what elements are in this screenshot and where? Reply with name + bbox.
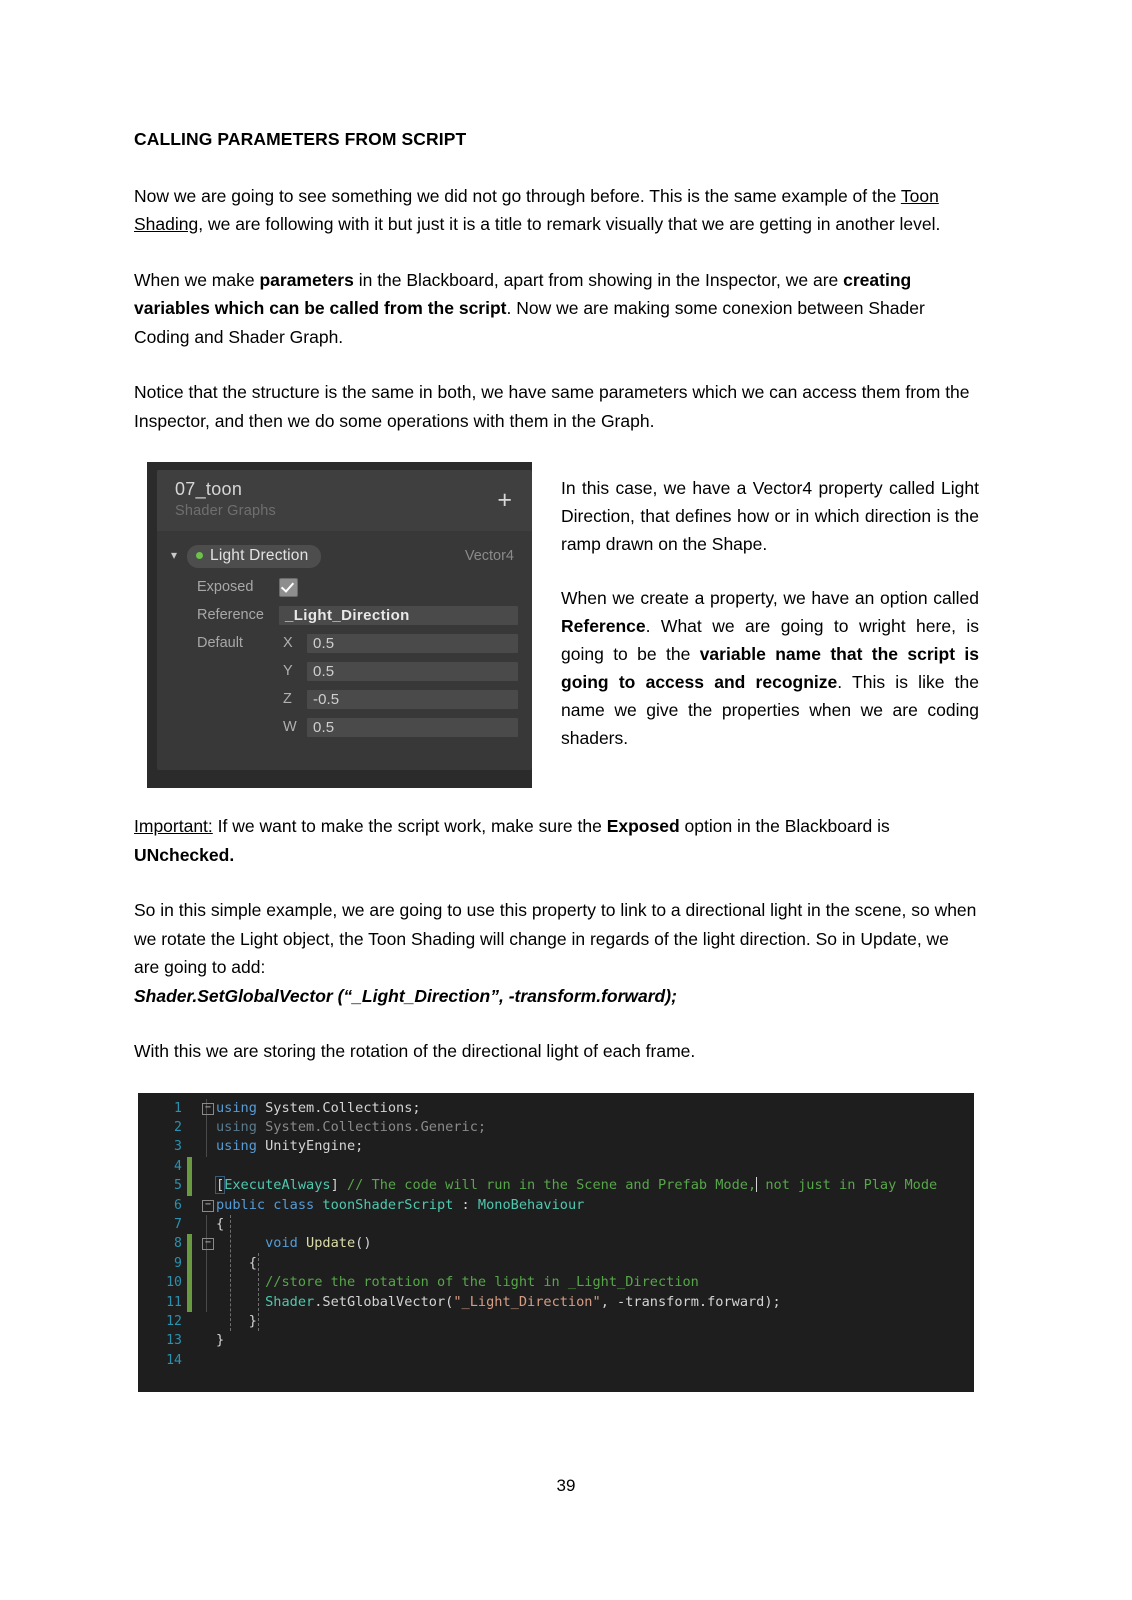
code-line-8[interactable] xyxy=(138,1234,974,1253)
side-paragraph-2-bold1: Reference xyxy=(561,616,646,637)
code-line-9[interactable] xyxy=(138,1254,974,1273)
property-type: Vector4 xyxy=(464,548,514,565)
change-bar xyxy=(187,1312,192,1331)
figure-blackboard-row xyxy=(134,462,979,788)
side-paragraph-2-bold2: variable name that the script is going to access and recognize xyxy=(561,644,980,693)
add-property-button[interactable]: + xyxy=(497,486,512,515)
paragraph-important xyxy=(134,812,979,869)
default-w-input[interactable]: 0.5 xyxy=(307,718,518,737)
code-text: } xyxy=(216,1332,225,1349)
code-text: { xyxy=(216,1215,225,1232)
line-number: 2 xyxy=(174,1120,182,1136)
code-text: using System.Collections.Generic; xyxy=(216,1119,487,1136)
code-text: //store the rotation of the light in _Light_Direction xyxy=(265,1274,699,1291)
paragraph-important-bold2: UNchecked. xyxy=(134,844,235,865)
default-y-row xyxy=(157,657,532,685)
line-number: 1 xyxy=(174,1100,182,1116)
code-line-14[interactable] xyxy=(138,1351,974,1370)
toon-shading-link[interactable]: Toon Shading xyxy=(134,185,939,235)
exposed-checkbox[interactable] xyxy=(279,578,298,597)
paragraph-intro-part1: Now we are going to see something we did not go through before. This is the same example of the xyxy=(134,185,901,206)
line-number: 13 xyxy=(166,1333,182,1349)
code-line-7[interactable] xyxy=(138,1215,974,1234)
line-number: 12 xyxy=(166,1313,182,1329)
axis-label-z: Z xyxy=(283,691,292,708)
reference-row xyxy=(157,601,532,629)
code-line-12[interactable] xyxy=(138,1312,974,1331)
paragraph-storing: With this we are storing the rotation of the directional light of each frame. xyxy=(134,1041,696,1062)
paragraph-parameters-bold2: creating variables which can be called from the script xyxy=(134,269,912,319)
code-text: void Update() xyxy=(265,1235,372,1252)
side-paragraph-2-part1: When we create a property, we have an option called xyxy=(561,588,979,609)
default-z-input[interactable]: -0.5 xyxy=(307,690,518,709)
line-number: 6 xyxy=(174,1197,182,1213)
fold-toggle-icon[interactable]: − xyxy=(200,1099,216,1118)
blackboard-title: 07_toon xyxy=(175,479,243,500)
reference-input[interactable]: _Light_Direction xyxy=(279,606,518,625)
line-number: 11 xyxy=(166,1294,182,1310)
paragraph-important-part1: If we want to make the script work, make sure the xyxy=(212,816,607,837)
blackboard-body xyxy=(157,531,532,741)
paragraph-parameters-bold1: parameters xyxy=(259,269,354,290)
change-bar xyxy=(187,1254,192,1273)
line-number: 8 xyxy=(174,1236,182,1252)
default-x-input[interactable]: 0.5 xyxy=(307,634,518,653)
code-text: Shader.SetGlobalVector("_Light_Direction", -transform.forward); xyxy=(265,1293,781,1310)
code-line-4[interactable] xyxy=(138,1157,974,1176)
code-text: using UnityEngine; xyxy=(216,1138,364,1155)
side-paragraph-1: In this case, we have a Vector4 property called Light Direction, that defines how or in which direction is the ramp drawn on the Shape. xyxy=(561,478,979,555)
property-name: Light Drection xyxy=(210,546,309,564)
fold-toggle-icon[interactable]: − xyxy=(200,1196,216,1215)
line-number: 5 xyxy=(174,1178,182,1194)
code-text: using System.Collections; xyxy=(216,1099,421,1116)
change-bar xyxy=(187,1293,192,1312)
code-editor-screenshot xyxy=(138,1093,974,1392)
code-line-13[interactable] xyxy=(138,1331,974,1350)
default-z-row xyxy=(157,685,532,713)
line-number: 9 xyxy=(174,1255,182,1271)
change-bar xyxy=(187,1196,192,1215)
code-line-5[interactable] xyxy=(138,1176,974,1195)
change-bar xyxy=(187,1273,192,1292)
blackboard-panel xyxy=(157,470,532,770)
code-text: { xyxy=(216,1254,257,1271)
code-line-6[interactable] xyxy=(138,1196,974,1215)
code-line-2[interactable] xyxy=(138,1118,974,1137)
paragraph-intro xyxy=(134,182,979,239)
code-text: } xyxy=(216,1312,257,1329)
axis-label-w: W xyxy=(283,719,297,736)
default-y-input[interactable]: 0.5 xyxy=(307,662,518,681)
axis-label-x: X xyxy=(283,635,293,652)
side-paragraph-2-part2: . What we are going to wright here, is going to be the xyxy=(561,616,979,665)
page-content xyxy=(134,128,979,1392)
change-bar xyxy=(187,1118,192,1137)
paragraph-parameters-part3: . Now we are making some conexion between Shader Coding and Shader Graph. xyxy=(134,298,925,347)
line-number: 10 xyxy=(166,1275,182,1291)
paragraph-parameters-part1: When we make xyxy=(134,269,260,290)
exposed-row xyxy=(157,573,532,601)
change-bar xyxy=(187,1215,192,1234)
default-x-row xyxy=(157,629,532,657)
paragraph-important-bold1: Exposed xyxy=(606,816,680,837)
side-paragraph-2 xyxy=(561,584,979,752)
chevron-down-icon[interactable]: ▾ xyxy=(171,548,178,563)
important-label: Important: xyxy=(134,816,213,837)
line-number: 4 xyxy=(174,1158,182,1174)
code-line-3[interactable] xyxy=(138,1137,974,1156)
inline-code-line: Shader.SetGlobalVector (“_Light_Direction”, -transform.forward); xyxy=(134,985,677,1006)
side-paragraph-2-part3: . This is like the name we give the properties when we are coding shaders. xyxy=(561,672,979,749)
property-dot-icon xyxy=(196,552,203,559)
default-w-row xyxy=(157,713,532,741)
code-line-11[interactable] xyxy=(138,1293,974,1312)
code-text: public class toonShaderScript : MonoBehaviour xyxy=(216,1196,585,1213)
paragraph-parameters xyxy=(134,266,979,352)
code-line-1[interactable] xyxy=(138,1099,974,1118)
line-number: 3 xyxy=(174,1139,182,1155)
change-bar xyxy=(187,1157,192,1176)
change-bar xyxy=(187,1099,192,1118)
page-number: 39 xyxy=(556,1476,576,1495)
paragraph-intro-part2: , we are following with it but just it is a title to remark visually that we are getting in another level. xyxy=(198,214,941,235)
blackboard-header xyxy=(157,470,532,531)
page-title: CALLING PARAMETERS FROM SCRIPT xyxy=(134,129,467,149)
paragraph-parameters-part2: in the Blackboard, apart from showing in the Inspector, we are xyxy=(353,269,844,290)
code-text: [ExecuteAlways] // The code will run in the Scene and Prefab Mode, not just in Play Mode xyxy=(216,1177,938,1194)
code-line-10[interactable] xyxy=(138,1273,974,1292)
blackboard-property-row[interactable] xyxy=(157,539,532,573)
blackboard-subtitle: Shader Graphs xyxy=(175,503,276,520)
change-bar xyxy=(187,1137,192,1156)
paragraph-example: So in this simple example, we are going to use this property to link to a directional light in the scene, so when we rotate the Light object, the Toon Shading will change in regards of the light direction. So in Update, we are going to add: xyxy=(134,900,977,978)
change-bar xyxy=(187,1176,192,1195)
change-bar xyxy=(187,1234,192,1253)
blackboard-screenshot xyxy=(147,462,532,788)
reference-label: Reference xyxy=(197,607,264,624)
line-number: 14 xyxy=(166,1352,182,1368)
change-bar xyxy=(187,1331,192,1350)
property-pill[interactable] xyxy=(187,545,321,568)
change-bar xyxy=(187,1351,192,1370)
exposed-label: Exposed xyxy=(197,579,254,596)
figure-side-text xyxy=(561,474,979,752)
fold-toggle-icon[interactable]: − xyxy=(200,1234,216,1253)
paragraph-structure: Notice that the structure is the same in both, we have same parameters which we can access them from the Inspector, and then we do some operations with them in the Graph. xyxy=(134,382,970,431)
default-label: Default xyxy=(197,635,243,652)
line-number: 7 xyxy=(174,1216,182,1232)
axis-label-y: Y xyxy=(283,663,293,680)
paragraph-important-part2: option in the Blackboard is xyxy=(679,816,890,837)
